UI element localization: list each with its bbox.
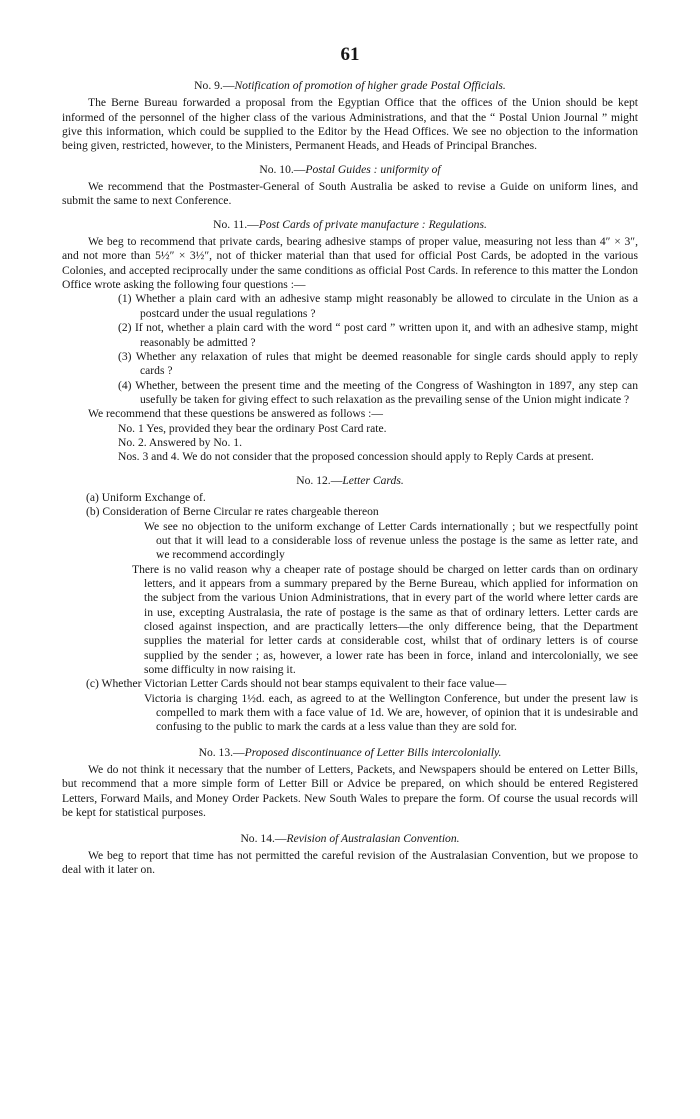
section-14-title: Revision of Australasian Convention. bbox=[286, 831, 460, 845]
question-list bbox=[118, 292, 638, 407]
section-10-heading bbox=[62, 163, 638, 177]
section-11-title: Post Cards of private manufacture : Regulations. bbox=[258, 217, 487, 231]
section-12-title: Letter Cards. bbox=[342, 473, 404, 487]
section-9-number: No. 9.— bbox=[194, 79, 235, 92]
item-c-paragraph: Victoria is charging 1½d. each, as agreed to at the Wellington Conference, but under the present law is compelled to mark them with a face value of 1d. We are, however, of opinion that it is undesirable and confusing to the public to mark the cards at a less value than they are sold for. bbox=[144, 691, 638, 734]
item-b-paragraph-2: There is no valid reason why a cheaper rate of postage should be charged on letter cards than on ordinary letters, and it appears from a summary prepared by the Berne Bureau, which applied for information on the subject from the various Union Administrations, that in every part of the world where letter cards are in use, excepting Australasia, the rate of postage is the same as that of ordinary letters. Letter cards are closed against inspection, and are practically letters—the only difference being, that the Department supplies the material for letter cards at considerable cost, whilst that of ordinary letters is of course supplied by the sender ; as, however, a lower rate has been in force, inland and intercolonially, we see some difficulty in now raising it. bbox=[132, 562, 638, 677]
section-13-number: No. 13.— bbox=[198, 745, 245, 759]
answer-intro: We recommend that these questions be answered as follows :— bbox=[88, 407, 383, 421]
section-12-number: No. 12.— bbox=[296, 473, 343, 487]
item-a: (a) Uniform Exchange of. bbox=[86, 490, 206, 504]
answer-list bbox=[118, 422, 638, 465]
section-9-heading bbox=[62, 79, 638, 93]
section-9-title: Notification of promotion of higher grade Postal Officials. bbox=[234, 79, 506, 92]
answer-item: No. 1 Yes, provided they bear the ordinary Post Card rate. bbox=[118, 421, 387, 435]
answer-item: Nos. 3 and 4. We do not consider that the proposed concession should apply to Reply Cards at present. bbox=[118, 450, 594, 464]
section-14-number: No. 14.— bbox=[240, 831, 287, 845]
item-b-paragraph-1: We see no objection to the uniform exchange of Letter Cards internationally ; but we respectfully point out that it will lead to a considerable loss of revenue unless the postage is the same as letter rate, and we recommend accordingly bbox=[144, 519, 638, 562]
section-11-paragraph: We beg to recommend that private cards, bearing adhesive stamps of proper value, measuring not less than 4″ × 3″, and not more than 5½″ × 3½″, not of thicker material than that used for official Post Cards, be adopted in the various Colonies, and accepted reciprocally under the same conditions as official Post Cards. In reference to this matter the London Office wrote asking the following four questions :— bbox=[62, 235, 638, 292]
answer-item: No. 2. Answered by No. 1. bbox=[118, 435, 242, 449]
section-13-heading bbox=[62, 746, 638, 760]
section-10-number: No. 10.— bbox=[259, 162, 306, 176]
section-9-paragraph: The Berne Bureau forwarded a proposal from the Egyptian Office that the offices of the Union should be kept informed of the personnel of the higher class of the various Administrations, and that the “ Postal Union Journal ” might give this information, which could be supplied to the Editor by the Head Offices. We see no objection to the information being given, restricted, however, to the Ministers, Permanent Heads, and Heads of Principal Branches. bbox=[62, 96, 638, 153]
section-14-heading bbox=[62, 832, 638, 846]
item-b: (b) Consideration of Berne Circular re rates chargeable thereon bbox=[86, 505, 379, 519]
section-11-heading bbox=[62, 218, 638, 232]
question-item: (1) Whether a plain card with an adhesive stamp might reasonably be allowed to circulate in the Union as a postcard under the usual regulations ? bbox=[118, 292, 638, 320]
section-10-paragraph: We recommend that the Postmaster-General of South Australia be asked to revise a Guide on uniform lines, and submit the same to next Conference. bbox=[62, 180, 638, 208]
section-14-paragraph: We beg to report that time has not permitted the careful revision of the Australasian Convention, but we propose to deal with it later on. bbox=[62, 848, 638, 877]
section-10-title: Postal Guides : uniformity of bbox=[305, 162, 441, 176]
question-item: (2) If not, whether a plain card with the word “ post card ” written upon it, and with an adhesive stamp, might reasonably be admitted ? bbox=[118, 321, 638, 349]
section-11-number: No. 11.— bbox=[213, 217, 259, 231]
section-12-heading bbox=[62, 474, 638, 488]
question-item: (3) Whether any relaxation of rules that might be deemed reasonable for single cards should apply to reply cards ? bbox=[118, 349, 638, 378]
question-item: (4) Whether, between the present time and the meeting of the Congress of Washington in 1897, any step can usefully be taken for giving effect to such relaxation as the prevailing sense of the Union might indicate ? bbox=[118, 378, 638, 406]
item-c: (c) Whether Victorian Letter Cards should not bear stamps equivalent to their face value— bbox=[86, 677, 507, 691]
page-number: 61 bbox=[340, 44, 360, 65]
section-13-paragraph: We do not think it necessary that the number of Letters, Packets, and Newspapers should be entered on Letter Bills, but recommend that a more simple form of Letter Bill or Advice be prepared, on which should be entered Registered Letters, Forward Mails, and Money Order Packets. New South Wales to prepare the form. Of course the usual records will be kept for statistical purposes. bbox=[62, 763, 638, 820]
section-13-title: Proposed discontinuance of Letter Bills intercolonially. bbox=[244, 745, 502, 759]
